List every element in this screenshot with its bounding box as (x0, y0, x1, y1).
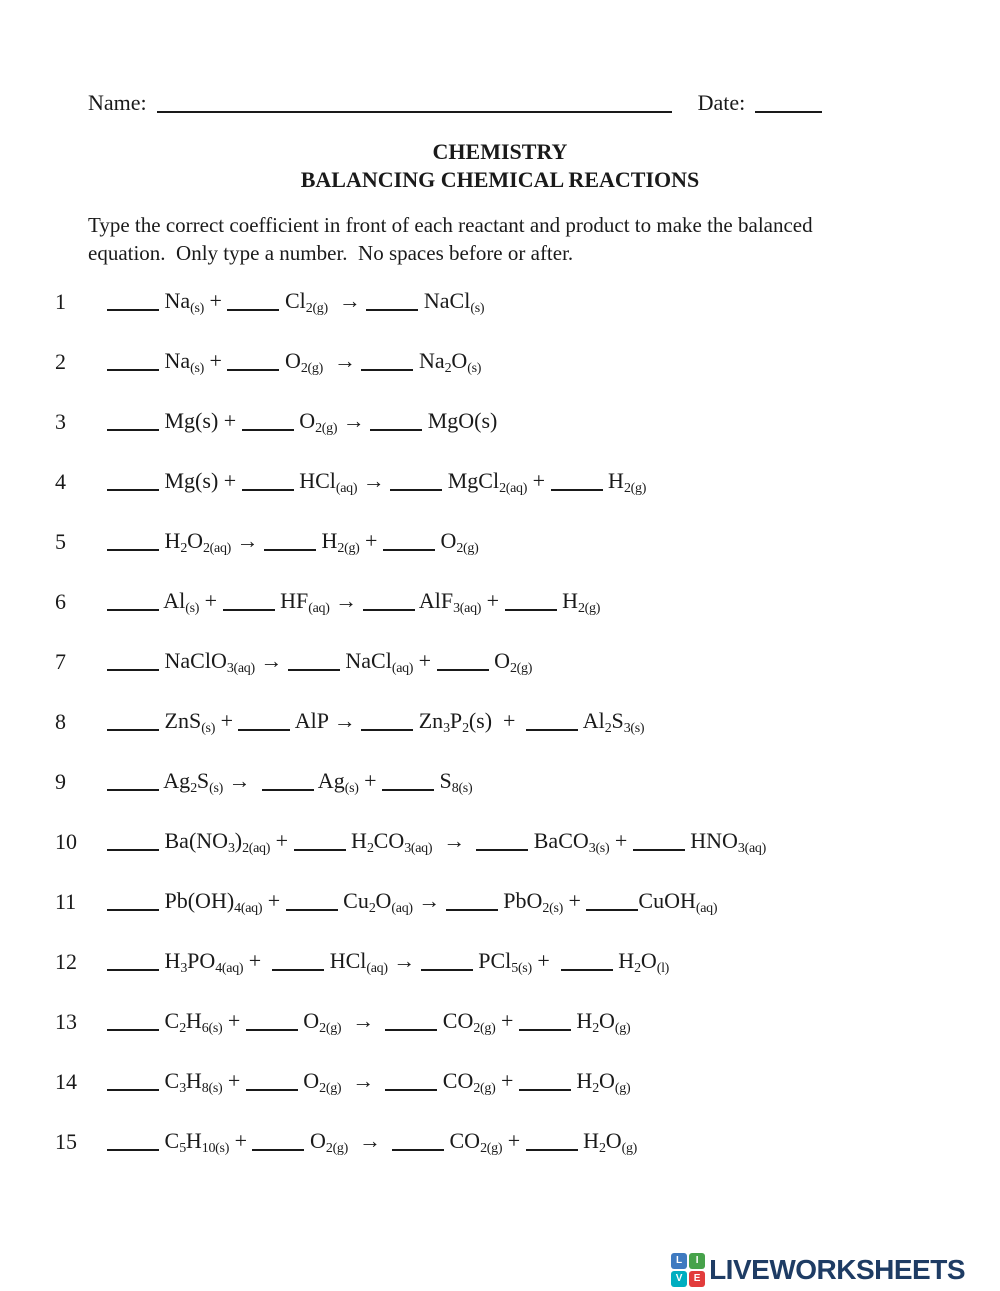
subscript: (s) (209, 780, 224, 796)
formula-text: O (434, 527, 457, 553)
subscript: (l) (656, 960, 670, 976)
subscript: (aq) (335, 480, 358, 496)
coefficient-blank[interactable] (107, 789, 159, 791)
formula-text: + (270, 827, 294, 853)
subscript: 2 (592, 1020, 599, 1036)
formula-text: Pb(OH) (159, 887, 235, 913)
formula-text: → (254, 647, 288, 673)
equation-number: 3 (55, 409, 66, 434)
coefficient-blank[interactable] (286, 909, 338, 911)
formula-text: HNO (684, 827, 738, 853)
equation-expression (107, 348, 481, 377)
formula-text: O (279, 347, 301, 373)
coefficient-blank[interactable] (519, 1089, 571, 1091)
equation-expression (107, 288, 484, 317)
subscript: 2(g) (315, 420, 338, 436)
subscript: 10(s) (201, 1140, 230, 1156)
coefficient-blank[interactable] (385, 1089, 437, 1091)
coefficient-blank[interactable] (446, 909, 498, 911)
formula-text: O (187, 527, 203, 553)
formula-text: + (262, 887, 286, 913)
subscript: 2(g) (623, 480, 647, 496)
subscript: 2(g) (319, 1020, 342, 1036)
formula-text: O (451, 347, 468, 373)
equation-row (55, 272, 1000, 332)
equation-expression (107, 888, 717, 917)
formula-text: ZnS (159, 707, 202, 733)
formula-text: → (337, 407, 371, 433)
coefficient-blank[interactable] (361, 729, 413, 731)
formula-text: O (293, 407, 316, 433)
subscript: 2(g) (473, 1020, 496, 1036)
subscript: 2 (180, 540, 188, 556)
formula-text: + (502, 1127, 526, 1153)
subscript: 2(g) (300, 360, 323, 376)
subscript: 2(g) (509, 660, 533, 676)
coefficient-blank[interactable] (107, 729, 159, 731)
subscript: 2(g) (319, 1080, 342, 1096)
equation-number: 5 (55, 529, 66, 554)
coefficient-blank[interactable] (264, 549, 316, 551)
formula-text: CuOH (638, 887, 696, 913)
subscript: 5 (179, 1140, 186, 1156)
equation-expression (107, 708, 644, 737)
coefficient-blank[interactable] (361, 369, 413, 371)
formula-text: + (243, 947, 273, 973)
equation-row (55, 872, 1000, 932)
formula-text: H (159, 947, 181, 973)
formula-text: → (432, 827, 477, 853)
equation-row (55, 992, 1000, 1052)
formula-text: H (556, 587, 578, 613)
formula-text: + (222, 1067, 246, 1093)
formula-text: + (495, 1067, 519, 1093)
coefficient-blank[interactable] (107, 429, 159, 431)
coefficient-blank[interactable] (107, 849, 159, 851)
formula-text: + (359, 527, 383, 553)
coefficient-blank[interactable] (633, 849, 685, 851)
subscript: 2(g) (577, 600, 601, 616)
subscript: 5(s) (511, 960, 532, 976)
subscript: 3(aq) (226, 660, 255, 676)
formula-text: Cu (337, 887, 369, 913)
subscript: 3(s) (588, 840, 610, 856)
subscript: 2(g) (337, 540, 360, 556)
formula-text: H (345, 827, 367, 853)
subscript: 2 (599, 1140, 606, 1156)
coefficient-blank[interactable] (262, 789, 314, 791)
subscript: (s) (467, 360, 482, 376)
formula-text: → (348, 1127, 392, 1153)
formula-text: + (562, 887, 587, 913)
worksheet-title (0, 138, 1000, 194)
coefficient-blank[interactable] (437, 669, 489, 671)
subscript: (aq) (391, 900, 413, 916)
instructions (88, 211, 912, 267)
formula-text: Al (578, 707, 605, 733)
formula-text: C (159, 1127, 180, 1153)
instructions-line-1: Type the correct coefficient in front of each reactant and product to make the balanced (88, 213, 813, 237)
formula-text: CO (437, 1007, 474, 1033)
coefficient-blank[interactable] (238, 729, 290, 731)
subscript: 3 (228, 840, 235, 856)
coefficient-blank[interactable] (288, 669, 340, 671)
coefficient-blank[interactable] (366, 309, 418, 311)
equation-row (55, 1052, 1000, 1112)
coefficient-blank[interactable] (246, 1089, 298, 1091)
formula-text: O (297, 1067, 320, 1093)
formula-text: NaCl (418, 287, 471, 313)
equation-list (0, 272, 1000, 1172)
formula-text: + (199, 587, 223, 613)
coefficient-blank[interactable] (561, 969, 613, 971)
subscript: 2(aq) (242, 840, 271, 856)
subscript: 8(s) (451, 780, 473, 796)
formula-text: HCl (293, 467, 336, 493)
formula-text: → (329, 587, 363, 613)
formula-text: Na (413, 347, 445, 373)
subscript: (s) (190, 360, 205, 376)
name-label: Name: (88, 90, 147, 115)
formula-text: O (488, 647, 510, 673)
coefficient-blank[interactable] (421, 969, 473, 971)
equation-row (55, 932, 1000, 992)
formula-text: PbO (497, 887, 543, 913)
coefficient-blank[interactable] (390, 489, 442, 491)
subscript: (s) (185, 600, 200, 616)
formula-text: + (413, 647, 437, 673)
coefficient-blank[interactable] (107, 669, 159, 671)
equation-row (55, 452, 1000, 512)
coefficient-blank[interactable] (294, 849, 346, 851)
subscript: 2(s) (542, 900, 563, 916)
coefficient-blank[interactable] (370, 429, 422, 431)
formula-text: Ag (313, 767, 345, 793)
liveworksheets-icon (671, 1253, 705, 1287)
formula-text: CO (373, 827, 405, 853)
subscript: 4(aq) (215, 960, 244, 976)
formula-text: MgCl (442, 467, 500, 493)
equation-number: 1 (55, 289, 66, 314)
equation-row (55, 512, 1000, 572)
formula-text: + (215, 707, 239, 733)
coefficient-blank[interactable] (363, 609, 415, 611)
formula-text: O (640, 947, 657, 973)
formula-text: Ba(NO (159, 827, 229, 853)
formula-text: S (196, 767, 210, 793)
formula-text: BaCO (528, 827, 589, 853)
coefficient-blank[interactable] (107, 489, 159, 491)
equation-number: 4 (55, 469, 66, 494)
formula-text: → (223, 767, 262, 793)
date-label: Date: (697, 90, 746, 115)
subscript: 2 (190, 780, 197, 796)
coefficient-blank[interactable] (272, 969, 324, 971)
coefficient-blank[interactable] (242, 429, 294, 431)
coefficient-blank[interactable] (227, 369, 279, 371)
equation-number: 14 (55, 1069, 77, 1094)
coefficient-blank[interactable] (223, 609, 275, 611)
subscript: 8(s) (201, 1080, 223, 1096)
coefficient-blank[interactable] (242, 489, 294, 491)
equation-expression (107, 408, 497, 437)
coefficient-blank[interactable] (107, 309, 159, 311)
subscript: 2 (368, 900, 376, 916)
instructions-line-2: equation. Only type a number. No spaces before or after. (88, 241, 574, 265)
coefficient-blank[interactable] (586, 909, 638, 911)
formula-text: HCl (324, 947, 367, 973)
name-date-row (88, 90, 912, 116)
liveworksheets-logo[interactable] (671, 1253, 965, 1287)
subscript: 2(aq) (499, 480, 528, 496)
subscript: 3(aq) (453, 600, 482, 616)
formula-text: NaClO (159, 647, 227, 673)
formula-text: → (231, 527, 265, 553)
formula-text: AlP → (290, 707, 362, 733)
formula-text: + (222, 1007, 246, 1033)
equation-expression (107, 828, 766, 857)
subscript: 2 (604, 720, 612, 736)
coefficient-blank[interactable] (246, 1029, 298, 1031)
equation-number: 9 (55, 769, 66, 794)
equation-number: 2 (55, 349, 66, 374)
formula-text: H (316, 527, 338, 553)
formula-text: S (434, 767, 452, 793)
formula-text: Ag (159, 767, 191, 793)
coefficient-blank[interactable] (107, 609, 159, 611)
formula-text: + (531, 947, 561, 973)
subscript: 2 (592, 1080, 599, 1096)
equation-expression (107, 1068, 630, 1097)
formula-text: → (322, 347, 362, 373)
subscript: (s) (190, 300, 205, 316)
equation-row (55, 572, 1000, 632)
subscript: 2(g) (480, 1140, 503, 1156)
subscript: 2 (179, 1020, 186, 1036)
equation-expression (107, 1128, 637, 1157)
formula-text: → (387, 947, 421, 973)
coefficient-blank[interactable] (107, 1089, 159, 1091)
equation-expression (107, 588, 600, 617)
equation-row (55, 752, 1000, 812)
equation-row (55, 1112, 1000, 1172)
formula-text: H (185, 1007, 202, 1033)
subscript: (s) (201, 720, 216, 736)
coefficient-blank[interactable] (476, 849, 528, 851)
equation-expression (107, 528, 478, 557)
formula-text: + (481, 587, 505, 613)
coefficient-blank[interactable] (107, 369, 159, 371)
equation-number: 15 (55, 1129, 77, 1154)
formula-text: → (327, 287, 367, 313)
formula-text: NaCl (339, 647, 392, 673)
coefficient-blank[interactable] (107, 1149, 159, 1151)
subscript: (aq) (695, 900, 718, 916)
formula-text: + (358, 767, 382, 793)
coefficient-blank[interactable] (107, 1029, 159, 1031)
equation-expression (107, 768, 472, 797)
formula-text: C (159, 1007, 180, 1033)
formula-text: S (611, 707, 624, 733)
logo-tile-l: L (671, 1253, 687, 1269)
formula-text: CO (437, 1067, 474, 1093)
logo-tile-i: I (689, 1253, 705, 1269)
subscript: 2(g) (305, 300, 328, 316)
formula-text: O (599, 1007, 615, 1033)
formula-text: → (412, 887, 446, 913)
subscript: 3(aq) (404, 840, 433, 856)
formula-text: + (204, 347, 228, 373)
coefficient-blank[interactable] (392, 1149, 444, 1151)
formula-text: H (570, 1007, 593, 1033)
formula-text: H (602, 467, 624, 493)
formula-text: O (375, 887, 392, 913)
equation-number: 6 (55, 589, 66, 614)
subscript: 2 (634, 960, 641, 976)
coefficient-blank[interactable] (107, 909, 159, 911)
formula-text: → (341, 1007, 386, 1033)
equation-row (55, 632, 1000, 692)
subscript: (g) (621, 1140, 638, 1156)
formula-text: AlF (414, 587, 454, 613)
formula-text: Al (159, 587, 186, 613)
subscript: 3 (180, 960, 188, 976)
coefficient-blank[interactable] (227, 309, 279, 311)
coefficient-blank[interactable] (526, 1149, 578, 1151)
subscript: 4(aq) (234, 900, 263, 916)
formula-text: H (159, 527, 181, 553)
coefficient-blank[interactable] (107, 549, 159, 551)
equation-number: 7 (55, 649, 66, 674)
subscript: 3(aq) (737, 840, 766, 856)
equation-expression (107, 1008, 630, 1037)
formula-text: H (577, 1127, 599, 1153)
title-line-1: CHEMISTRY (432, 139, 568, 164)
equation-number: 13 (55, 1009, 77, 1034)
formula-text: + (527, 467, 551, 493)
formula-text: Na (159, 287, 191, 313)
equation-number: 10 (55, 829, 77, 854)
formula-text: H (570, 1067, 593, 1093)
formula-text: PO (187, 947, 216, 973)
formula-text: P (449, 707, 463, 733)
name-blank-line (157, 111, 672, 113)
equation-number: 12 (55, 949, 77, 974)
formula-text: + (609, 827, 633, 853)
subscript: (aq) (391, 660, 414, 676)
subscript: 2(g) (473, 1080, 496, 1096)
coefficient-blank[interactable] (551, 489, 603, 491)
subscript: (s) (344, 780, 359, 796)
subscript: 2 (444, 360, 452, 376)
formula-text: → (341, 1067, 386, 1093)
equation-expression (107, 648, 532, 677)
title-line-2: BALANCING CHEMICAL REACTIONS (300, 167, 700, 192)
formula-text: C (159, 1067, 180, 1093)
equation-row (55, 812, 1000, 872)
formula-text: O (304, 1127, 326, 1153)
subscript: (g) (614, 1080, 631, 1096)
coefficient-blank[interactable] (385, 1029, 437, 1031)
formula-text: O (599, 1067, 615, 1093)
subscript: 2(g) (325, 1140, 348, 1156)
coefficient-blank[interactable] (505, 609, 557, 611)
coefficient-blank[interactable] (519, 1029, 571, 1031)
coefficient-blank[interactable] (383, 549, 435, 551)
formula-text: H (612, 947, 635, 973)
equation-row (55, 692, 1000, 752)
formula-text: Cl (279, 287, 306, 313)
subscript: 3 (179, 1080, 186, 1096)
equation-expression (107, 948, 669, 977)
date-blank-line (755, 111, 822, 113)
subscript: (aq) (308, 600, 330, 616)
subscript: (s) (470, 300, 485, 316)
formula-text: Mg(s) + (159, 467, 242, 493)
subscript: 2 (366, 840, 374, 856)
subscript: (aq) (366, 960, 388, 976)
equation-row (55, 392, 1000, 452)
formula-text: O (605, 1127, 622, 1153)
subscript: 2(g) (456, 540, 479, 556)
coefficient-blank[interactable] (107, 969, 159, 971)
formula-text: HF (274, 587, 309, 613)
subscript: 2 (462, 720, 469, 736)
formula-text: Mg(s) + (159, 407, 242, 433)
liveworksheets-brand-text: LIVEWORKSHEETS (709, 1254, 965, 1285)
formula-text: H (185, 1067, 202, 1093)
formula-text: MgO(s) (422, 407, 498, 433)
coefficient-blank[interactable] (382, 789, 434, 791)
formula-text: Zn (413, 707, 444, 733)
formula-text: O (297, 1007, 320, 1033)
subscript: (g) (614, 1020, 631, 1036)
formula-text: Na (159, 347, 191, 373)
coefficient-blank[interactable] (526, 729, 578, 731)
subscript: 6(s) (201, 1020, 223, 1036)
formula-text: + (204, 287, 228, 313)
formula-text: → (357, 467, 391, 493)
formula-text: (s) + (468, 707, 527, 733)
equation-number: 8 (55, 709, 66, 734)
formula-text: + (495, 1007, 519, 1033)
equation-number: 11 (55, 889, 77, 914)
equation-row (55, 332, 1000, 392)
equation-expression (107, 468, 646, 497)
coefficient-blank[interactable] (252, 1149, 304, 1151)
formula-text: + (229, 1127, 253, 1153)
logo-tile-v: V (671, 1271, 687, 1287)
formula-text: PCl (472, 947, 512, 973)
logo-tile-e: E (689, 1271, 705, 1287)
subscript: 3(s) (623, 720, 645, 736)
formula-text: H (185, 1127, 202, 1153)
formula-text: CO (444, 1127, 481, 1153)
subscript: 2(aq) (202, 540, 232, 556)
formula-text: ) (234, 827, 243, 853)
subscript: 3 (443, 720, 450, 736)
